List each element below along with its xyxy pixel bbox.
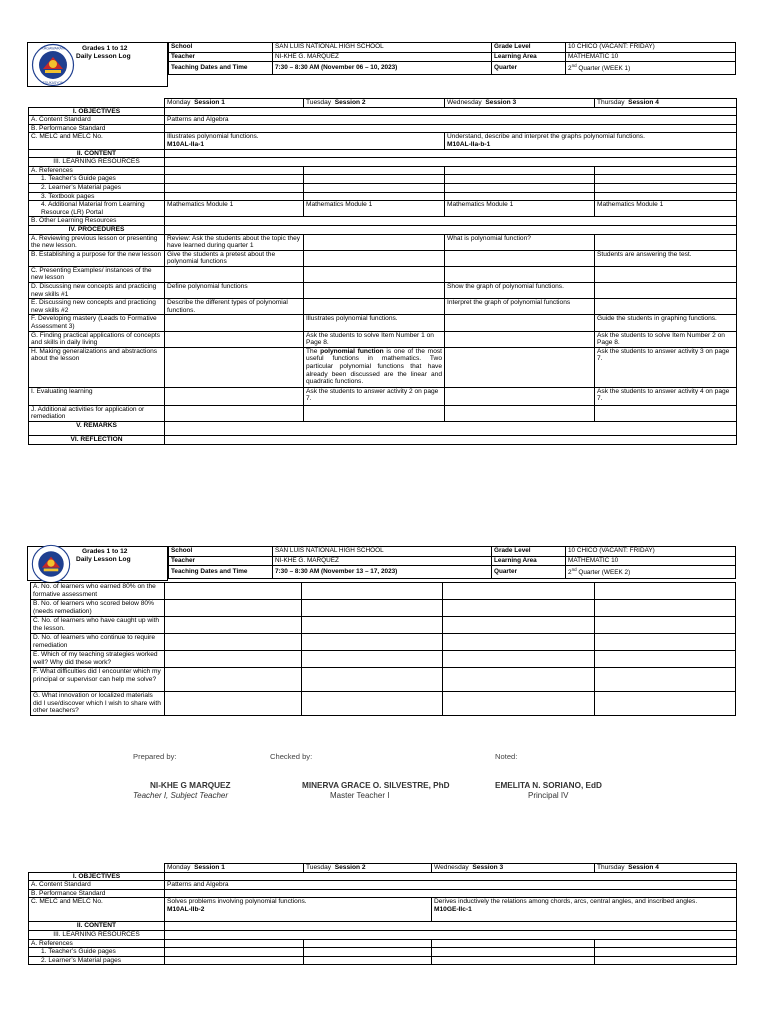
reflection-row-a: A. No. of learners who earned 80% on the formative assessment [31,583,165,600]
lm-pages-label: 2. Learner’s Material pages [29,956,165,965]
day-wednesday: Wednesday Session 3 [432,864,595,873]
reflection-row-d: D. No. of learners who continue to require remediation [31,634,165,651]
content-standard-value: Patterns and Algebra [165,116,737,125]
reflection-row-e: E. Which of my teaching strategies worked well? Why did these work? [31,651,165,668]
module-monday: Mathematics Module 1 [165,201,304,217]
quarter-label: Quarter [492,62,566,75]
deped-seal-icon [31,544,71,584]
melc-value-b-2: Derives inductively the relations among chords, arcs, central angles, and inscribed angles. M10GE-IIc-1 [432,898,737,922]
textbook-pages-label: 3. Textbook pages [29,192,165,201]
proc-d-wednesday: Show the graph of polynomial functions. [445,283,595,299]
deped-seal-icon [31,43,75,87]
reflection-row-c: C. No. of learners who have caught up with the lesson. [31,617,165,634]
melc-value-a: Illustrates polynomial functions. M10AL-IIa-1 [165,133,445,149]
grade-level-value: 10 CHICO (VACANT: FRIDAY) [566,547,736,557]
proc-d-label: D. Discussing new concepts and practicing new skills #1 [29,283,165,299]
performance-standard-label: B. Performance Standard [29,889,165,898]
proc-a-wednesday: What is polynomial function? [445,234,595,250]
proc-e-label: E. Discussing new concepts and practicing new skills #2 [29,299,165,315]
lesson-table-week1 [28,98,737,445]
proc-h-label: H. Making generalizations and abstractions about the lesson [29,347,165,387]
proc-c-label: C. Presenting Examples/ instances of the new lesson [29,266,165,282]
day-tuesday: Tuesday Session 2 [304,99,445,108]
objectives-heading: I. OBJECTIVES [29,107,165,116]
prepared-by-label: Prepared by: [133,752,177,761]
proc-b-monday: Give the students a pretest about the polynomial functions [165,250,304,266]
remarks-heading: V. REMARKS [29,422,165,436]
proc-a-monday: Review: Ask the students about the topic they have learned during quarter 1 [165,234,304,250]
proc-g-tuesday: Ask the students to solve Item Number 1 on Page 8. [304,331,445,347]
melc-label: C. MELC and MELC No. [29,898,165,922]
learning-area-value: MATHEMATIC 10 [566,556,736,566]
additional-material-label: 4. Additional Material from Learning Resource (LR) Portal [29,201,165,217]
logo-cell [27,42,168,87]
learning-resources-heading: III. LEARNING RESOURCES [29,930,165,939]
proc-d-monday: Define polynomial functions [165,283,304,299]
dates-value: 7:30 – 8:30 AM (November 06 – 10, 2023) [273,62,492,75]
day-monday: Monday Session 1 [165,99,304,108]
proc-f-label: F. Developing mastery (Leads to Formative Assessment 3) [29,315,165,331]
learning-resources-heading: III. LEARNING RESOURCES [29,158,165,167]
noted-title: Principal IV [528,791,569,800]
teacher-value: NI-KHE G. MARQUEZ [273,556,492,566]
content-standard-label: A. Content Standard [29,881,165,890]
header-table [168,42,736,75]
teacher-value: NI-KHE G. MARQUEZ [273,52,492,62]
proc-b-label: B. Establishing a purpose for the new lesson [29,250,165,266]
proc-g-thursday: Ask the students to solve Item Number 2 on Page 8. [595,331,737,347]
quarter-label: Quarter [492,566,566,579]
quarter-value: 2nd Quarter (WEEK 1) [566,62,736,75]
proc-h-tuesday: The polynomial function is one of the most useful functions in mathematics. Two particular polynomial functions that have already been discussed are the linear and quadratic functions. [304,347,445,387]
grades-label-2: Grades 1 to 12 [82,548,128,555]
day-tuesday: Tuesday Session 2 [304,864,432,873]
logo-cell-2 [27,546,168,581]
learning-area-value: MATHEMATIC 10 [566,52,736,62]
prepared-name: NI-KHE G MARQUEZ [150,781,231,790]
reflection-heading: VI. REFLECTION [29,436,165,445]
noted-name: EMELITA N. SORIANO, EdD [495,781,602,790]
day-header-row [29,99,737,108]
proc-e-monday: Describe the different types of polynomial functions. [165,299,304,315]
grade-level-label: Grade Level [492,547,566,557]
content-heading: II. CONTENT [29,922,165,931]
content-heading: II. CONTENT [29,149,165,158]
melc-label: C. MELC and MELC No. [29,133,165,149]
proc-g-label: G. Finding practical applications of concepts and skills in daily living [29,331,165,347]
proc-i-label: I. Evaluating learning [29,387,165,405]
module-wednesday: Mathematics Module 1 [445,201,595,217]
tg-pages-label: 1. Teacher’s Guide pages [29,948,165,957]
reflection-row-f: F. What difficulties did I encounter which my principal or supervisor can help me solve? [31,668,165,692]
lm-pages-label: 2. Learner’s Material pages [29,183,165,192]
dates-label: Teaching Dates and Time [169,566,273,579]
school-value: SAN LUIS NATIONAL HIGH SCHOOL [273,43,492,53]
day-thursday: Thursday Session 4 [595,99,737,108]
reflection-row-b: B. No. of learners who scored below 80% (needs remediation) [31,600,165,617]
module-thursday: Mathematics Module 1 [595,201,737,217]
proc-f-thursday: Guide the students in graphing functions. [595,315,737,331]
school-label: School [169,547,273,557]
day-monday: Monday Session 1 [165,864,304,873]
proc-f-tuesday: Illustrates polynomial functions. [304,315,445,331]
dll-label: Daily Lesson Log [76,53,131,60]
proc-e-wednesday: Interpret the graph of polynomial functions [445,299,595,315]
teacher-label: Teacher [169,556,273,566]
grade-level-value: 10 CHICO (VACANT: FRIDAY) [566,43,736,53]
quarter-value-2: 2nd Quarter (WEEK 2) [566,566,736,579]
objectives-heading: I. OBJECTIVES [29,872,165,881]
module-tuesday: Mathematics Module 1 [304,201,445,217]
header-block-2 [27,546,735,581]
checked-by-label: Checked by: [270,752,313,761]
content-standard-label: A. Content Standard [29,116,165,125]
proc-j-label: J. Additional activities for application or remediation [29,405,165,421]
tg-pages-label: 1. Teacher’s Guide pages [29,175,165,184]
noted-label: Noted: [495,752,518,761]
svg-text:KAGAWARAN: KAGAWARAN [41,46,65,51]
teacher-label: Teacher [169,52,273,62]
melc-value-b: Understand, describe and interpret the graphs polynomial functions. M10AL-IIa-b-1 [445,133,737,149]
dates-value-2: 7:30 – 8:30 AM (November 13 – 17, 2023) [273,566,492,579]
proc-i-thursday: Ask the students to answer activity 4 on page 7. [595,387,737,405]
day-thursday: Thursday Session 4 [595,864,737,873]
content-standard-value: Patterns and Algebra [165,881,737,890]
proc-b-thursday: Students are answering the test. [595,250,737,266]
performance-standard-label: B. Performance Standard [29,124,165,133]
proc-i-tuesday: Ask the students to answer activity 2 on page 7. [304,387,445,405]
prepared-title: Teacher I, Subject Teacher [133,791,229,800]
references-label: A. References [29,166,165,175]
melc-value-a-2: Solves problems involving polynomial functions. M10AL-IIb-2 [165,898,432,922]
lesson-table-week2 [28,863,737,965]
header-block-1 [27,42,735,87]
learning-area-label: Learning Area [492,556,566,566]
reflection-table [30,582,736,716]
header-table-2 [168,546,736,579]
proc-h-thursday: Ask the students to answer activity 3 on page 7. [595,347,737,387]
reflection-row-g: G. What innovation or localized materials did I use/discover which I wish to share with other teachers? [31,692,165,716]
day-header-row-2 [29,864,737,873]
procedures-heading: IV. PROCEDURES [29,225,165,234]
proc-a-label: A. Reviewing previous lesson or presenting the new lesson. [29,234,165,250]
day-wednesday: Wednesday Session 3 [445,99,595,108]
dates-label: Teaching Dates and Time [169,62,273,75]
learning-area-label: Learning Area [492,52,566,62]
school-label: School [169,43,273,53]
grade-level-label: Grade Level [492,43,566,53]
svg-text:EDUKASYON: EDUKASYON [42,81,64,85]
references-label: A. References [29,939,165,948]
other-resources-label: B. Other Learning Resources [29,217,165,226]
school-value: SAN LUIS NATIONAL HIGH SCHOOL [273,547,492,557]
checked-name: MINERVA GRACE O. SILVESTRE, PhD [302,781,450,790]
grades-label: Grades 1 to 12 [82,45,128,52]
checked-title: Master Teacher I [330,791,390,800]
dll-label-2: Daily Lesson Log [76,556,131,563]
